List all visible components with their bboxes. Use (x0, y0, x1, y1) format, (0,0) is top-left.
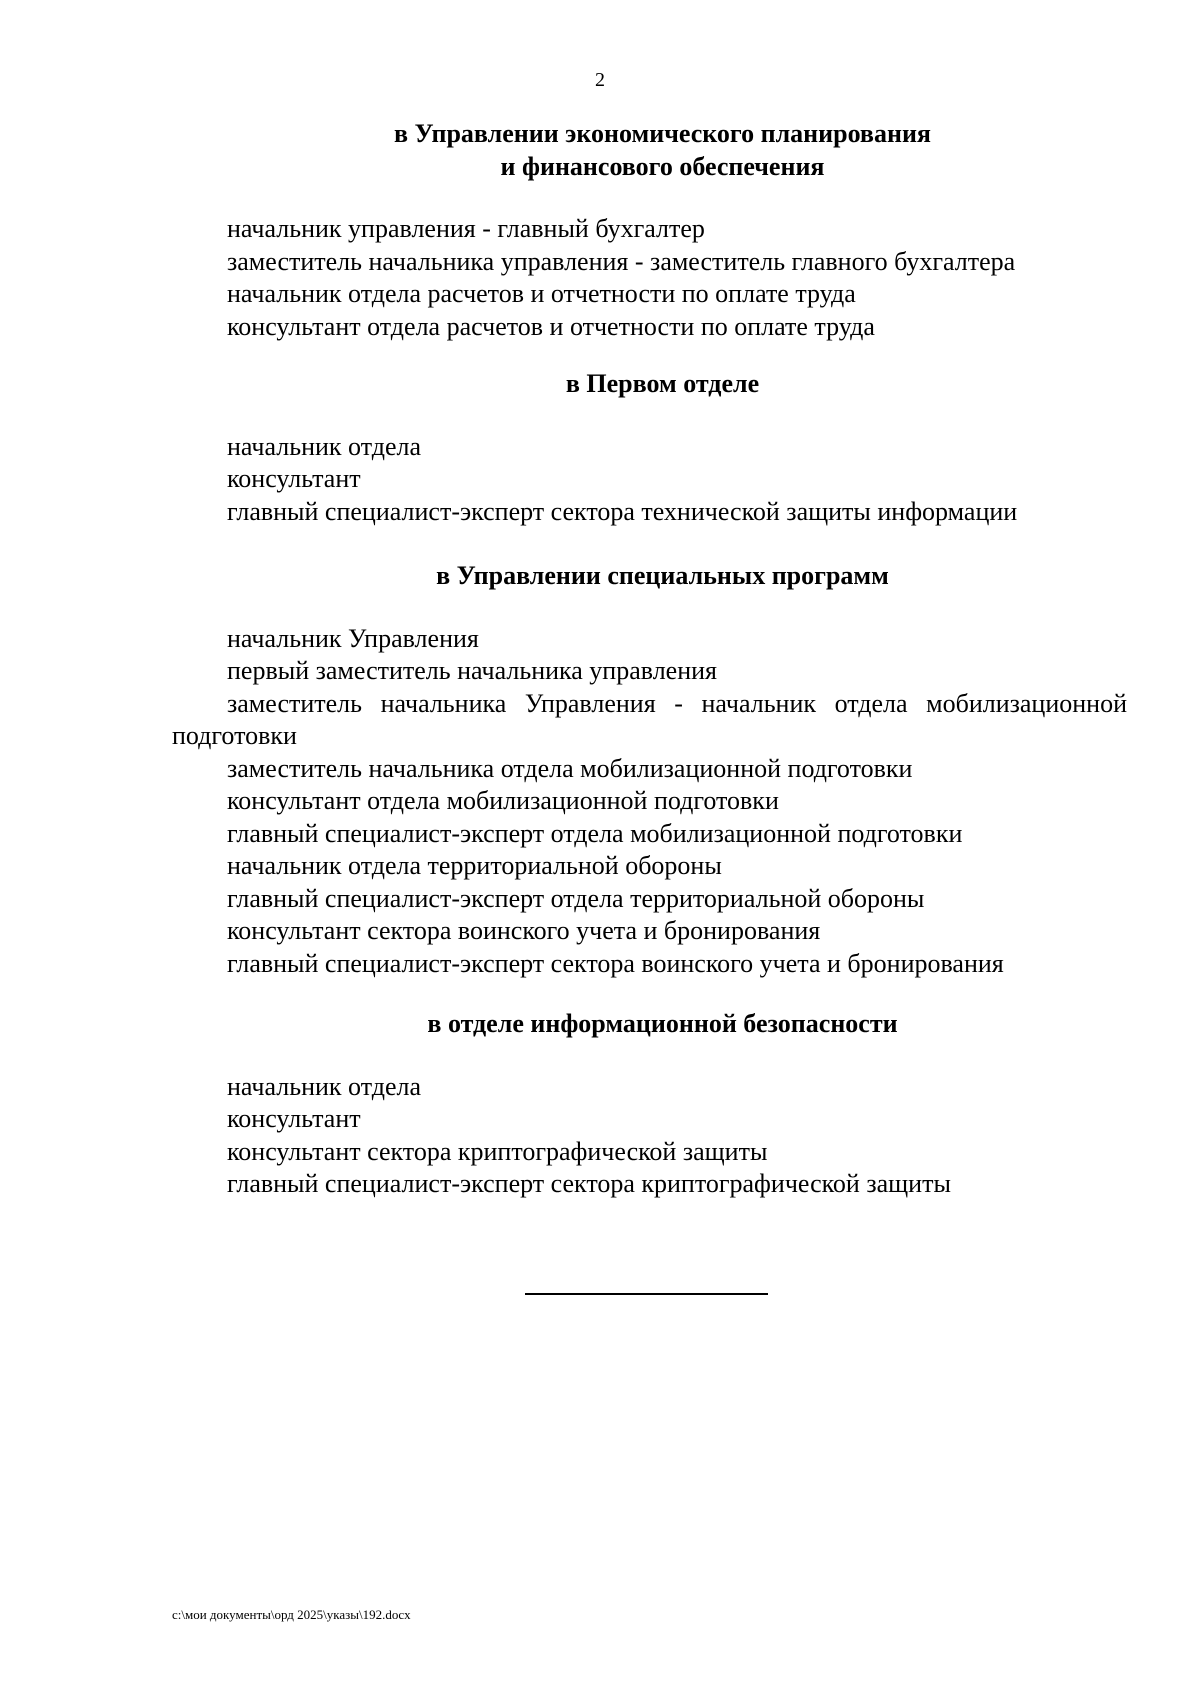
position-list (172, 623, 1127, 981)
position-item: консультант (227, 464, 361, 493)
position-item: консультант сектора криптографической защиты (227, 1136, 768, 1166)
position-item: заместитель начальника управления - заместитель главного бухгалтера (227, 246, 1016, 276)
section-title (198, 118, 1127, 183)
section-information-security (172, 1008, 1127, 1201)
position-list (172, 1071, 1127, 1201)
position-item: консультант сектора воинского учета и бронирования (227, 916, 821, 945)
position-item: начальник Управления (227, 623, 479, 653)
page-number: 2 (595, 69, 605, 91)
section-first-department (172, 368, 1127, 528)
position-list (172, 213, 1127, 343)
section-title-line: в Первом отделе (565, 369, 760, 398)
section-economic-planning (172, 118, 1127, 343)
position-item: начальник отдела территориальной обороны (227, 851, 722, 880)
end-of-list-rule (525, 1293, 768, 1295)
position-item: начальник отдела (227, 431, 422, 461)
position-item: главный специалист-эксперт отдела территориальной обороны (227, 883, 925, 913)
section-title (198, 368, 1127, 401)
position-item: консультант (227, 1104, 361, 1133)
position-item: начальник отдела (227, 1071, 422, 1101)
position-item: начальник управления - главный бухгалтер (227, 214, 705, 243)
position-item: главный специалист-эксперт сектора воинского учета и бронирования (227, 948, 1004, 978)
position-item: заместитель начальника отдела мобилизационной подготовки (227, 753, 913, 783)
position-item: начальник отдела расчетов и отчетности по оплате труда (227, 279, 856, 308)
position-item: главный специалист-эксперт отдела мобилизационной подготовки (227, 818, 963, 848)
section-title (198, 560, 1127, 593)
position-item: консультант отдела мобилизационной подготовки (227, 786, 779, 815)
section-title (198, 1008, 1127, 1041)
section-title-line: в Управлении специальных программ (436, 561, 889, 590)
position-item: первый заместитель начальника управления (227, 656, 718, 685)
position-item: заместитель начальника Управления - начальник отдела мобилизационной подготовки (172, 688, 1127, 750)
section-title-line: в отделе информационной безопасности (427, 1009, 898, 1038)
section-title-line: и финансового обеспечения (500, 151, 825, 181)
position-item: консультант отдела расчетов и отчетности по оплате труда (227, 311, 875, 341)
position-item: главный специалист-эксперт сектора технической защиты информации (227, 496, 1018, 526)
position-list (172, 431, 1127, 529)
section-title-line: в Управлении экономического планирования (393, 119, 931, 148)
file-path-footer: c:\мои документы\орд 2025\указы\192.docx (172, 1607, 411, 1622)
section-special-programs (172, 560, 1127, 980)
position-item: главный специалист-эксперт сектора криптографической защиты (227, 1169, 951, 1198)
